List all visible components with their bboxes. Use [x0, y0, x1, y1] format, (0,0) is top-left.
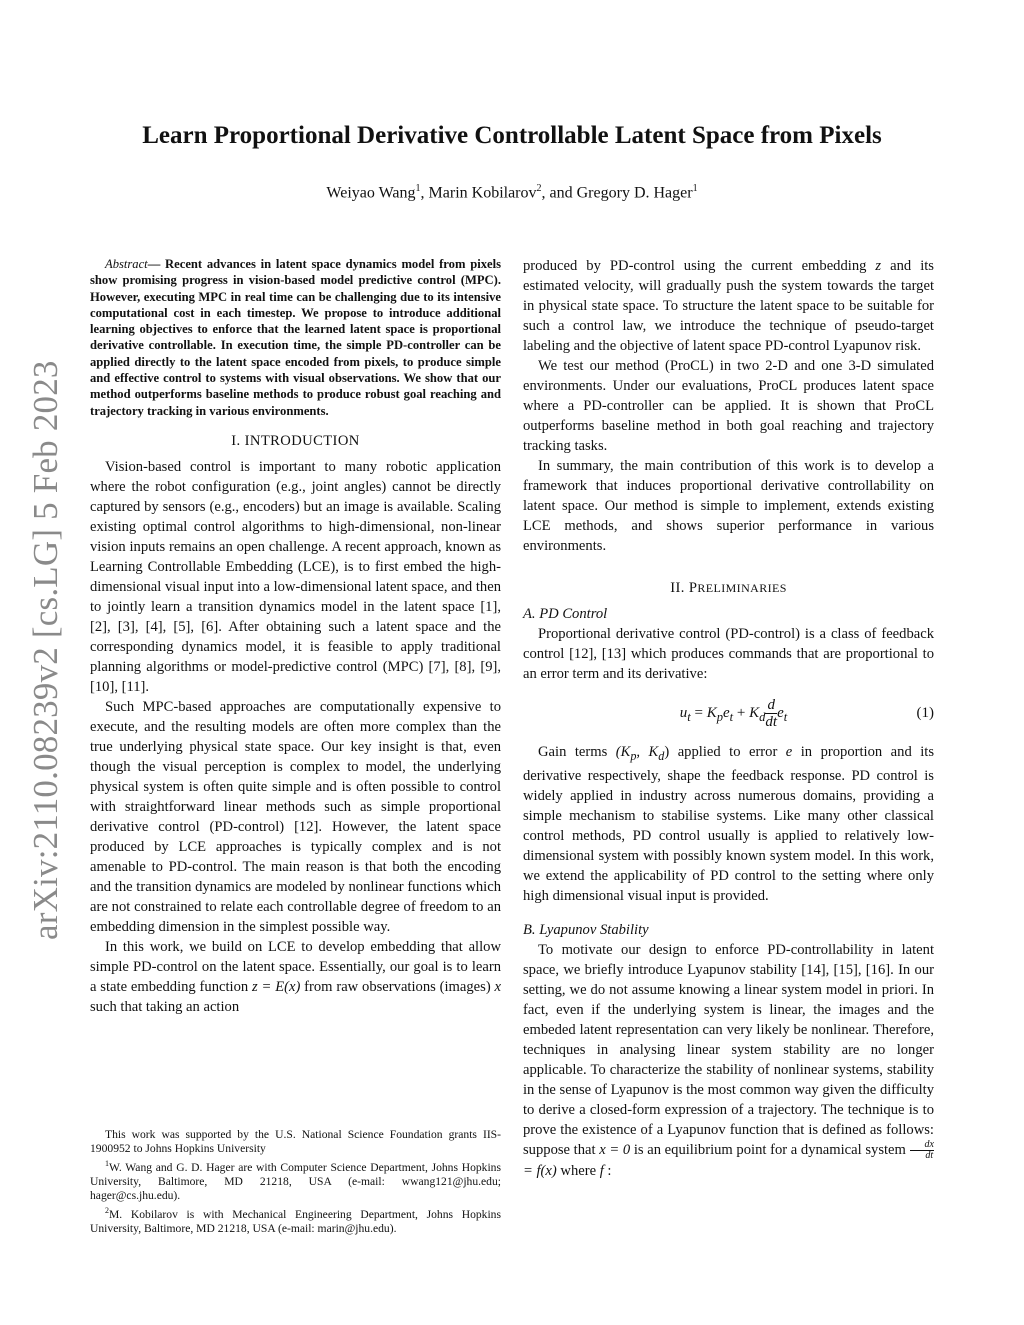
- right-column: [523, 256, 934, 1181]
- inline-math: z = E(x): [252, 978, 301, 995]
- inline-math: = f(x): [523, 1163, 557, 1180]
- subsection-heading-lyapunov-stability: B. Lyapunov Stability: [523, 921, 649, 938]
- section-number: II.: [670, 580, 689, 596]
- footnote-mark: 1: [105, 1158, 109, 1168]
- footnote: [90, 1204, 501, 1237]
- intro-paragraph-continued: [523, 256, 934, 356]
- inline-math: x: [494, 978, 502, 995]
- eq-fraction-numerator: d: [765, 697, 777, 714]
- inline-math: f: [599, 1163, 604, 1180]
- inline-math: , K: [636, 744, 659, 760]
- inline-math: (K: [615, 744, 631, 760]
- section-title-rest: RELIMINARIES: [697, 581, 787, 595]
- inline-math-subscript: d: [658, 748, 665, 763]
- eq-symbol: u: [679, 704, 688, 721]
- equation-body: [523, 697, 904, 730]
- abstract-text: — Recent advances in latent space dynamics model from pixels show promising progress in vision-based model predictive control (MPC). However, executing MPC in real time can be challenging due to its intensive computational cost in each timestep. We propose to introduce additional learning objectives to enforce that the learned latent space is proportional derivative controllable. In execution time, the simple PD-controller can be applied directly to the latent space encoded from pixels, to produce simple and effective control to systems with visual observations. We show that our method outperforms baseline methods to produce robust goal reaching and trajectory tracking in various environments.: [90, 257, 501, 418]
- prelim-paragraph: [523, 742, 934, 906]
- inline-fraction-denominator: dt: [925, 1150, 934, 1162]
- arxiv-identifier-text: arXiv:2110.08239v2 [cs.LG] 5 Feb 2023: [26, 360, 65, 940]
- author-name: Weiyao Wang: [326, 184, 416, 202]
- text-run: :: [603, 1163, 612, 1180]
- intro-paragraph: We test our method (ProCL) in two 2-D and one 3-D simulated environments. Under our evaluations, ProCL produces latent space where a PD-controller can be applied. It is shown that ProCL outperforms baseline method in both goal reaching and trajectory tracking tasks.: [523, 358, 934, 454]
- text-run: in proportion and its derivative respectively, shape the feedback response. PD control is widely applied in industry across numerous domains, providing a simple mechanism to stabilise systems. Like many other classical control methods, PD control usually is applied to relatively low-dimensional system with possibly known system model. In this work, we extend the applicability of PD control to the setting where only high dimensional visual input is provided.: [523, 744, 934, 904]
- intro-paragraph: Vision-based control is important to many robotic application where the robot configuration (e.g., joint angles) cannot be directly captured by sensors (e.g., encoders) but an image is available. Scaling existing optimal control algorithms to high-dimensional, non-linear vision inputs remains an open challenge. A recent approach, known as Learning Controllable Embedding (LCE), is to first embed the high-dimensional visual input into a low-dimensional latent space, and then to jointly learn a transition dynamics model in the latent space [1], [2], [3], [4], [5], [6]. After obtaining such a latent space and the corresponding dynamics model, it is feasible to apply traditional planning algorithms or model-predictive control (MPC) [7], [8], [9], [10], [11].: [90, 458, 501, 695]
- equation-number: (1): [916, 705, 934, 721]
- text-run: applied to error: [669, 744, 786, 760]
- equation-1: [523, 692, 934, 734]
- author-affiliation-mark: 1: [415, 183, 421, 194]
- intro-paragraph: Such MPC-based approaches are computationally expensive to execute, and the resulting models are often more complex than the true underlying physical state space. Our key insight is that, even though the visual perception is complex to model, the underlying physical system is often quite simple and is often possible to control with straightforward linear methods such as simple proportional derivative control (PD-control) [12]. However, the latent space produced by LCE approaches is typically complex and is not amenable to PD-control. The main reason is that both the encoding and the transition dynamics are modeled by nonlinear functions which are not constrained to relate each controllable degree of freedom to an embedding dimension in the simplest possible way.: [90, 698, 501, 935]
- footnote-text: M. Kobilarov is with Mechanical Engineering Department, Johns Hopkins University, Baltimore, MD 21218, USA (e-mail: marin@jhu.edu).: [90, 1207, 501, 1236]
- eq-symbol: K: [749, 704, 760, 721]
- left-column: [90, 256, 501, 1017]
- abstract: [90, 256, 501, 419]
- inline-math-subscript: p: [630, 748, 637, 763]
- eq-subscript: t: [783, 709, 788, 724]
- eq-subscript: t: [729, 709, 734, 724]
- eq-symbol: e: [723, 704, 730, 721]
- prelim-paragraph: [523, 940, 934, 1181]
- author-affiliation-mark: 1: [692, 183, 698, 194]
- intro-paragraph: [90, 937, 501, 1017]
- author-name: Gregory D. Hager: [576, 184, 693, 202]
- eq-subscript: t: [687, 709, 691, 724]
- author-separator: , and: [541, 184, 577, 202]
- footnote: [90, 1157, 501, 1204]
- eq-symbol: e: [777, 704, 784, 721]
- footnote-text: W. Wang and G. D. Hager are with Computer Science Department, Johns Hopkins University, Baltimore, MD 21218, USA (e-mail: wwang121@jhu.edu; hager@cs.jhu.edu).: [90, 1160, 501, 1203]
- section-heading-preliminaries: [523, 578, 934, 598]
- text-run: from raw observations (images): [300, 978, 495, 995]
- eq-operator: =: [690, 704, 707, 721]
- eq-fraction-denominator: dt: [765, 713, 778, 730]
- text-run: such that taking an action: [90, 998, 240, 1015]
- text-run: To motivate our design to enforce PD-controllability in latent space, we briefly introduce Lyapunov stability [14], [15], [16]. In our setting, we do not assume knowing a linear system model in priori. In fact, even if the underlying system is linear, the images and the embeded latent representation can very likely be nonlinear. Therefore, techniques in analysing linear system stability are no longer applicable. To characterize the stability of nonlinear systems, stability in the sense of Lyapunov is the most common way given the difficulty to derive a closed-form expression of a trajectory. The technique is to prove the existence of a Lyapunov function that is defined as follows: suppose that: [523, 941, 934, 1158]
- inline-math: ): [664, 744, 670, 760]
- prelim-paragraph: Proportional derivative control (PD-control) is a class of feedback control [12], [13] which produces commands that are proportional to an error term and its derivative:: [523, 626, 934, 682]
- abstract-label: Abstract: [105, 257, 148, 271]
- author-separator: ,: [420, 184, 429, 202]
- inline-math: e: [785, 744, 793, 760]
- text-run: Gain terms: [538, 744, 616, 760]
- text-run: In this work, we build on LCE to develop embedding that allow simple PD-control on the latent space. Essentially, our goal is to learn a state embedding function: [90, 938, 501, 995]
- eq-subscript: d: [759, 709, 766, 724]
- author-list: [0, 183, 1024, 202]
- eq-operator: +: [733, 704, 750, 721]
- section-title-initial: P: [688, 580, 698, 596]
- footnote-mark: 2: [105, 1205, 109, 1215]
- footnotes: [90, 1128, 501, 1237]
- author-name: Marin Kobilarov: [428, 184, 537, 202]
- intro-paragraph: In summary, the main contribution of this work is to develop a framework that induces proportional derivative controllability on latent space. Our method is simple to implement, extends existing LCE methods, and shows superior performance in various environments.: [523, 458, 934, 554]
- eq-fraction: [765, 697, 777, 730]
- eq-symbol: K: [706, 704, 717, 721]
- inline-math: x = 0: [599, 1141, 631, 1158]
- text-run: is an equilibrium point for a dynamical system: [630, 1141, 910, 1158]
- eq-subscript: p: [716, 709, 723, 724]
- text-run: and its estimated velocity, will gradually push the system towards the target in physical state space. To structure the latent space to be suitable for such a control law, we introduce the technique of pseudo-target labeling and the objective of latent space PD-control Lyapunov risk.: [523, 258, 934, 354]
- inline-fraction-numerator: dx: [910, 1140, 934, 1151]
- section-number: I.: [231, 432, 245, 449]
- section-heading-introduction: [90, 431, 501, 451]
- section-title: INTRODUCTION: [244, 432, 360, 449]
- footnote: This work was supported by the U.S. National Science Foundation grants IIS-1900952 to Johns Hopkins University: [90, 1128, 501, 1156]
- author-affiliation-mark: 2: [536, 183, 542, 194]
- text-run: where: [556, 1163, 600, 1180]
- inline-fraction: [910, 1140, 934, 1161]
- subsection-heading-pd-control: A. PD Control: [523, 606, 608, 622]
- paper-title: Learn Proportional Derivative Controllable Latent Space from Pixels: [142, 122, 882, 149]
- text-run: produced by PD-control using the current embedding: [523, 258, 876, 274]
- inline-math: z: [875, 258, 882, 274]
